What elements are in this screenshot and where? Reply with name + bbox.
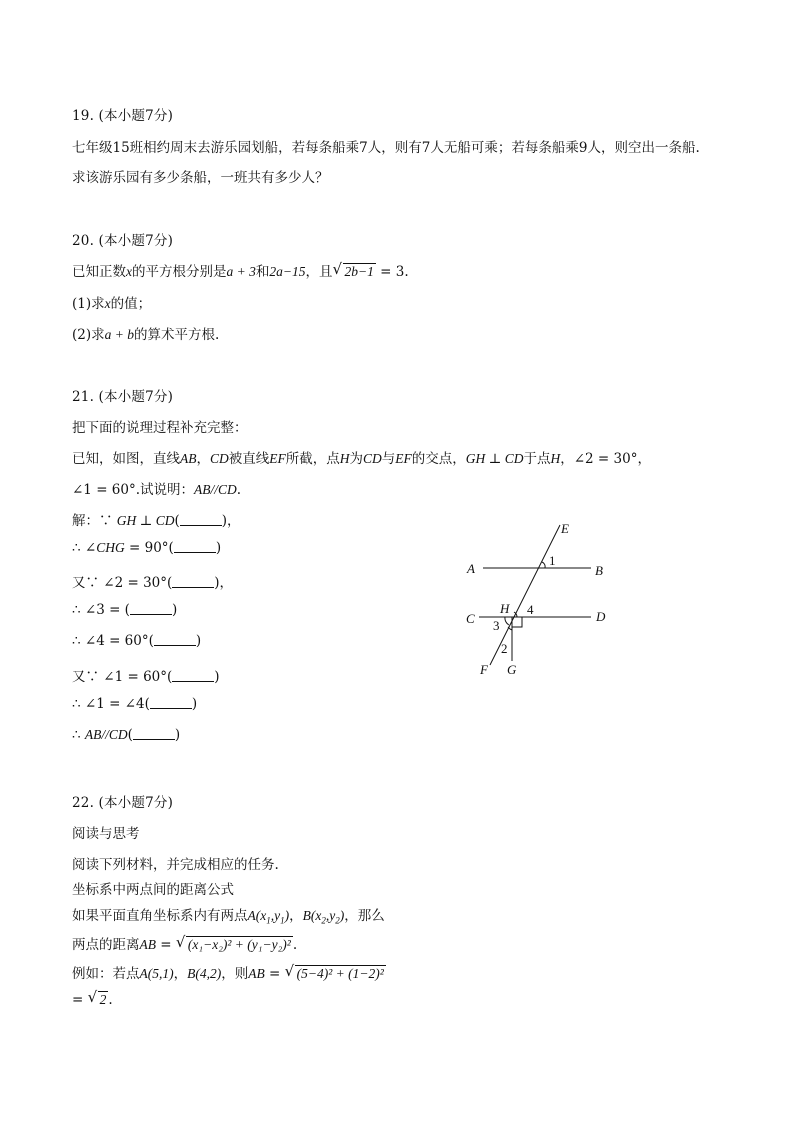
q21-step3 [72, 571, 233, 591]
text: . [108, 992, 113, 1008]
subscript: 1 [280, 915, 285, 926]
text: ) [215, 540, 222, 556]
text: 为 [349, 451, 364, 467]
text: = [156, 937, 176, 953]
text: 又∵ ∠1 = 60°( [72, 669, 173, 685]
text: ，则 [221, 966, 249, 982]
q22-title: 阅读与思考 [72, 826, 140, 842]
var: CD [363, 451, 382, 466]
q21-step8 [72, 727, 180, 743]
text: ，且 [305, 264, 333, 280]
text: ) [339, 908, 345, 923]
var: CD [210, 451, 229, 466]
text: 已知正数 [72, 264, 126, 280]
label-angle-2: 2 [501, 641, 508, 656]
text: 和 [255, 264, 270, 280]
subscript: 2 [321, 915, 326, 926]
var: AB [180, 451, 197, 466]
text: 已知，如图，直线 [72, 451, 180, 467]
text: (1)求 [72, 296, 105, 312]
q21-step5 [72, 633, 201, 649]
answer-blank[interactable] [174, 540, 216, 553]
text: ， [173, 966, 188, 982]
answer-blank[interactable] [172, 575, 214, 588]
label-a: A [467, 561, 475, 576]
q20-line1 [72, 260, 409, 280]
sqrt-expr [334, 263, 376, 280]
q20-part2 [72, 323, 219, 343]
answer-blank[interactable] [172, 669, 214, 682]
q22-example-line2 [72, 991, 113, 1008]
text: . [292, 937, 298, 953]
expr: GH ⊥ CD [116, 513, 175, 528]
label-b: B [595, 563, 603, 578]
text: ∴ ∠4 = 60°( [72, 633, 154, 649]
q21-header: 21. (本小题7分) [72, 389, 174, 405]
text: ( [127, 727, 133, 743]
q20-header: 20. (本小题7分) [72, 233, 174, 249]
text: 的交点， [411, 451, 466, 467]
text: ，∠2 = 30°， [560, 451, 651, 467]
point-a [247, 908, 290, 926]
text: ∠1 = 60°.试说明： [72, 482, 195, 498]
text: )， [221, 513, 241, 529]
q21-given1 [72, 447, 651, 467]
label-c: C [466, 611, 475, 626]
expr: a + 3 [226, 264, 256, 279]
var: AB [248, 966, 265, 981]
answer-blank[interactable] [130, 602, 172, 615]
text: ， [196, 451, 210, 467]
label-e: E [561, 521, 569, 536]
sqrt-expr [286, 965, 386, 982]
q21-intro: 把下面的说理过程补充完整： [72, 420, 248, 436]
geometry-diagram [455, 515, 625, 685]
q22-subtitle: 坐标系中两点间的距离公式 [72, 882, 234, 898]
expr: AB//CD [84, 727, 128, 742]
text: B(x [302, 908, 322, 923]
expr: 2a−15 [269, 264, 306, 279]
var: H [339, 451, 350, 466]
label-g: G [507, 662, 517, 677]
answer-blank[interactable] [154, 633, 196, 646]
text: 被直线 [228, 451, 270, 467]
text: 的算术平方根. [134, 327, 220, 343]
text: ) [214, 669, 220, 685]
text: ) [174, 727, 181, 743]
angle-3-arc [505, 617, 509, 625]
text: ∴ ∠1 = ∠4( [72, 696, 150, 712]
q22-formula-line1 [72, 904, 385, 926]
point: A(5,1) [139, 966, 174, 981]
label-angle-4: 4 [527, 602, 534, 617]
var-x: x [104, 296, 111, 311]
expr: GH ⊥ CD [465, 451, 524, 466]
sqrt-expr [89, 991, 109, 1008]
q21-step7 [72, 696, 197, 712]
text: A(x [247, 908, 267, 923]
q21-step1 [72, 509, 241, 529]
var: EF [269, 451, 286, 466]
subscript: 2 [335, 915, 340, 926]
point: B(4,2) [187, 966, 222, 981]
expr: a + b [104, 327, 134, 342]
radicand: 2b−1 [344, 264, 374, 279]
text: = [72, 992, 88, 1008]
var-x: x [126, 264, 132, 279]
radicand: 2 [99, 992, 107, 1007]
q21-step2 [72, 540, 221, 556]
text: ,y [325, 908, 336, 923]
text: 例如：若点 [72, 966, 140, 982]
expr: AB//CD [194, 482, 237, 497]
var: EF [395, 451, 412, 466]
text: ) [195, 633, 202, 649]
q21-step6 [72, 665, 220, 685]
answer-blank[interactable] [133, 727, 175, 740]
text: ∴ ∠ [72, 540, 97, 556]
text: 解：∵ [72, 513, 117, 529]
text: ，那么 [344, 908, 385, 924]
text: = [264, 966, 285, 982]
var: AB [139, 937, 156, 952]
text: 与 [381, 451, 396, 467]
text: 又∵ ∠2 = 30°( [72, 575, 173, 591]
q22-header: 22. (本小题7分) [72, 795, 174, 811]
label-angle-1: 1 [549, 553, 556, 568]
var: H [550, 451, 561, 466]
text: 的平方根分别是 [132, 264, 227, 280]
text: 两点的距离 [72, 937, 140, 953]
q19-line2: 求该游乐园有多少条船，一班共有多少人？ [72, 170, 329, 186]
text: ) [191, 696, 198, 712]
q21-step4 [72, 602, 177, 618]
label-h: H [500, 601, 510, 616]
text: 于点 [523, 451, 551, 467]
text: )， [214, 575, 234, 591]
sqrt-expr [177, 936, 293, 953]
text: 如果平面直角坐标系内有两点 [72, 908, 248, 924]
text: 所截，点 [285, 451, 340, 467]
text: ) [171, 602, 178, 618]
var: CHG [96, 540, 125, 555]
q22-intro: 阅读下列材料，并完成相应的任务. [72, 857, 279, 873]
text: ) [284, 908, 290, 923]
radicand: (5−4)² + (1−2)² [296, 966, 384, 981]
text: 的值； [110, 296, 152, 312]
radicand: (x₁−x₂)² + (y₁−y₂)² [187, 937, 291, 952]
q19-line1: 七年级15班相约周末去游乐园划船，若每条船乘7人，则有7人无船可乘；若每条船乘9人，则空出一条船. [72, 140, 700, 156]
q20-part1 [72, 292, 151, 312]
text: ∴ [72, 727, 85, 743]
text: = 90°( [124, 540, 174, 556]
label-d: D [596, 609, 606, 624]
text: ∴ ∠3 = ( [72, 602, 130, 618]
text: = 3. [375, 264, 409, 280]
text: ,y [270, 908, 281, 923]
answer-blank[interactable] [150, 696, 192, 709]
q22-formula-line2 [72, 933, 297, 953]
text: ， [289, 908, 303, 924]
q19-header: 19. (本小题7分) [72, 108, 174, 124]
label-angle-3: 3 [493, 618, 500, 633]
angle-1-arc [542, 562, 545, 568]
text: ( [174, 513, 180, 529]
answer-blank[interactable] [180, 513, 222, 526]
point-b [302, 908, 345, 926]
text: (2)求 [72, 327, 105, 343]
text: . [236, 482, 242, 498]
subscript: 1 [266, 915, 271, 926]
label-f: F [480, 662, 488, 677]
q21-given2 [72, 478, 241, 498]
q22-example-line1 [72, 962, 386, 982]
